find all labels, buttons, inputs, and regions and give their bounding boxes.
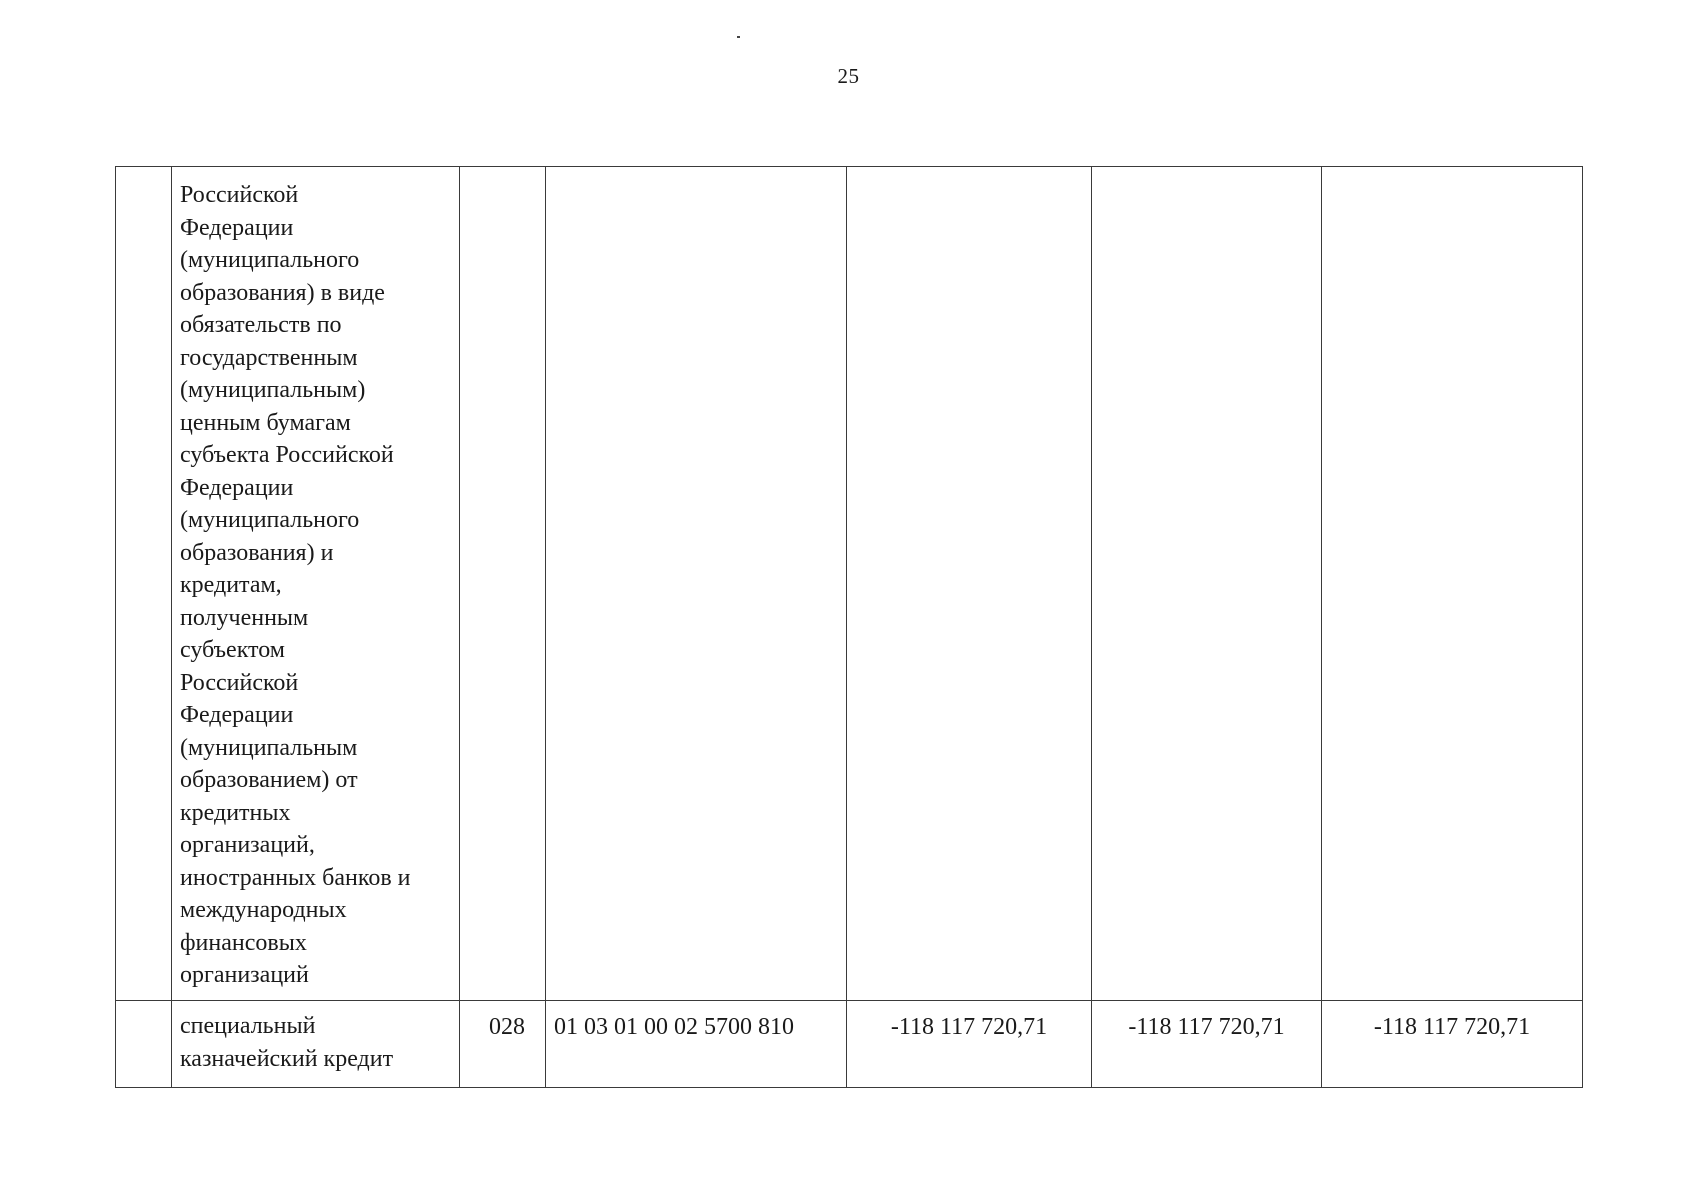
value-2-cell <box>1092 167 1322 1001</box>
classification-code-cell <box>546 167 847 1001</box>
row-name-text: специальный казначейский кредит <box>180 1013 394 1072</box>
value-1-cell: -118 117 720,71 <box>847 1001 1092 1088</box>
scan-artifact <box>737 36 740 38</box>
row-number-cell <box>116 167 172 1001</box>
admin-code-cell <box>460 167 546 1001</box>
table-row <box>116 167 1583 1001</box>
value-3-cell: -118 117 720,71 <box>1322 1001 1583 1088</box>
budget-sources-table <box>115 166 1583 1088</box>
value-3-cell <box>1322 167 1583 1001</box>
value-1-cell <box>847 167 1092 1001</box>
table-row <box>116 1001 1583 1088</box>
page-number: 25 <box>837 64 860 88</box>
classification-code-cell: 01 03 01 00 02 5700 810 <box>546 1001 847 1088</box>
row-name-text: Российской Федерации (муниципального образования) в виде обязательств по государственным (муниципальным) ценным бумагам субъекта Российской Федерации (муниципального образования) и кредитам, полученным субъектом Российской Федерации (муниципальным образованием) от кредитных организаций, иностранных банков и международных финансовых организаций <box>180 182 411 988</box>
row-name-cell <box>172 167 460 1001</box>
row-name-cell <box>172 1001 460 1088</box>
row-number-cell <box>116 1001 172 1088</box>
admin-code-cell: 028 <box>460 1001 546 1088</box>
value-2-cell: -118 117 720,71 <box>1092 1001 1322 1088</box>
